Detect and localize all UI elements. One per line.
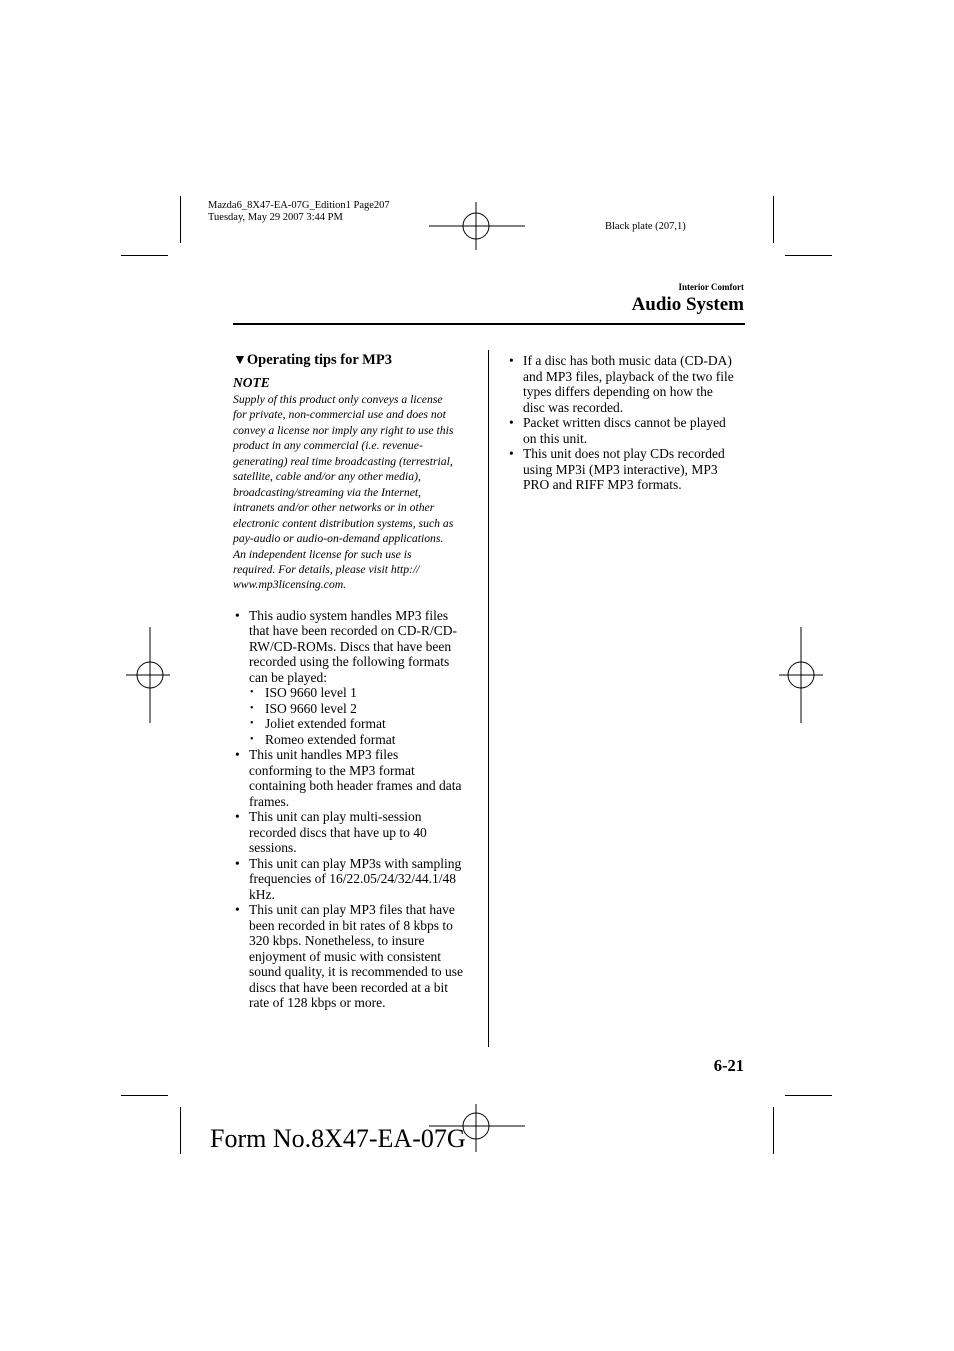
list-item: • This unit does not play CDs recorded using MP3i (MP3 interactive), MP3 PRO and RIFF MP3 formats. xyxy=(507,446,752,493)
note-line: www.mp3licensing.com. xyxy=(233,578,347,592)
heading-text: Operating tips for MP3 xyxy=(246,352,392,368)
list-item: • Packet written discs cannot be played on this unit. xyxy=(507,415,752,446)
page-title: Audio System xyxy=(631,294,744,315)
registration-mark-right xyxy=(779,627,823,723)
black-plate-label: Black plate (207,1) xyxy=(605,221,686,232)
sub-list-item: • ISO 9660 level 2 xyxy=(249,701,478,717)
note-line: product in any commercial (i.e. revenue- xyxy=(233,439,423,453)
section-heading xyxy=(233,352,478,369)
sub-list-item: • Joliet extended format xyxy=(249,716,478,732)
note-line: generating) real time broadcasting (terrestrial, xyxy=(233,454,453,468)
registration-mark-top xyxy=(429,202,525,250)
list-item: • If a disc has both music data (CD-DA) and MP3 files, playback of the two file types differs depending on how the disc was recorded. xyxy=(507,353,752,415)
sub-list-item: • Romeo extended format xyxy=(249,732,478,748)
registration-mark-left xyxy=(126,627,170,723)
triangle-down-icon: ▼ xyxy=(233,353,247,368)
column-divider xyxy=(488,350,489,1047)
note-line: pay-audio or audio-on-demand applications. xyxy=(233,532,444,546)
left-column xyxy=(233,352,478,1011)
page-number: 6-21 xyxy=(713,1056,744,1075)
list-item: • This unit can play MP3s with sampling frequencies of 16/22.05/24/32/44.1/48 kHz. xyxy=(233,856,478,903)
note-line: electronic content distribution systems, such as xyxy=(233,516,454,530)
note-line: for private, non-commercial use and does not xyxy=(233,408,446,422)
list-item: • This unit can play MP3 files that have been recorded in bit rates of 8 kbps to 320 kbps. Nonetheless, to insure enjoyment of music with consistent sound quality, it is recommended to use discs that have been recorded at a bit rate of 128 kbps or more. xyxy=(233,902,478,1011)
form-number: Form No.8X47-EA-07G xyxy=(210,1124,466,1153)
left-bullet-list xyxy=(233,608,478,1011)
print-info-line1: Mazda6_8X47-EA-07G_Edition1 Page207 xyxy=(208,200,390,211)
print-info xyxy=(208,200,390,224)
list-item: • This unit can play multi-session recorded discs that have up to 40 sessions. xyxy=(233,809,478,856)
list-item: • This audio system handles MP3 files that have been recorded on CD-R/CD- RW/CD-ROMs. Discs that have been recorded using the following formats can be played: • ISO 9660 level 1 • ISO 9660 level 2 • Joliet extended format • Romeo extended format xyxy=(233,608,478,748)
note-line: An independent license for such use is xyxy=(233,547,412,561)
note-line: broadcasting/streaming via the Internet, xyxy=(233,485,422,499)
note-line: required. For details, please visit http:// xyxy=(233,562,420,576)
note-line: intranets and/or other networks or in other xyxy=(233,501,435,515)
print-info-line2: Tuesday, May 29 2007 3:44 PM xyxy=(208,212,343,223)
right-bullet-list xyxy=(507,353,752,493)
note-line: convey a license nor imply any right to use this xyxy=(233,423,454,437)
right-column xyxy=(507,353,752,493)
header-rule xyxy=(233,323,745,325)
note-line: Supply of this product only conveys a license xyxy=(233,393,443,406)
format-sub-list xyxy=(249,685,478,747)
list-item: • This unit handles MP3 files conforming to the MP3 format containing both header frames and data frames. xyxy=(233,747,478,809)
note-body xyxy=(233,392,478,593)
section-label: Interior Comfort xyxy=(678,282,744,292)
note-line: satellite, cable and/or any other media), xyxy=(233,470,421,484)
note-title: NOTE xyxy=(233,375,270,390)
sub-list-item: • ISO 9660 level 1 xyxy=(249,685,478,701)
